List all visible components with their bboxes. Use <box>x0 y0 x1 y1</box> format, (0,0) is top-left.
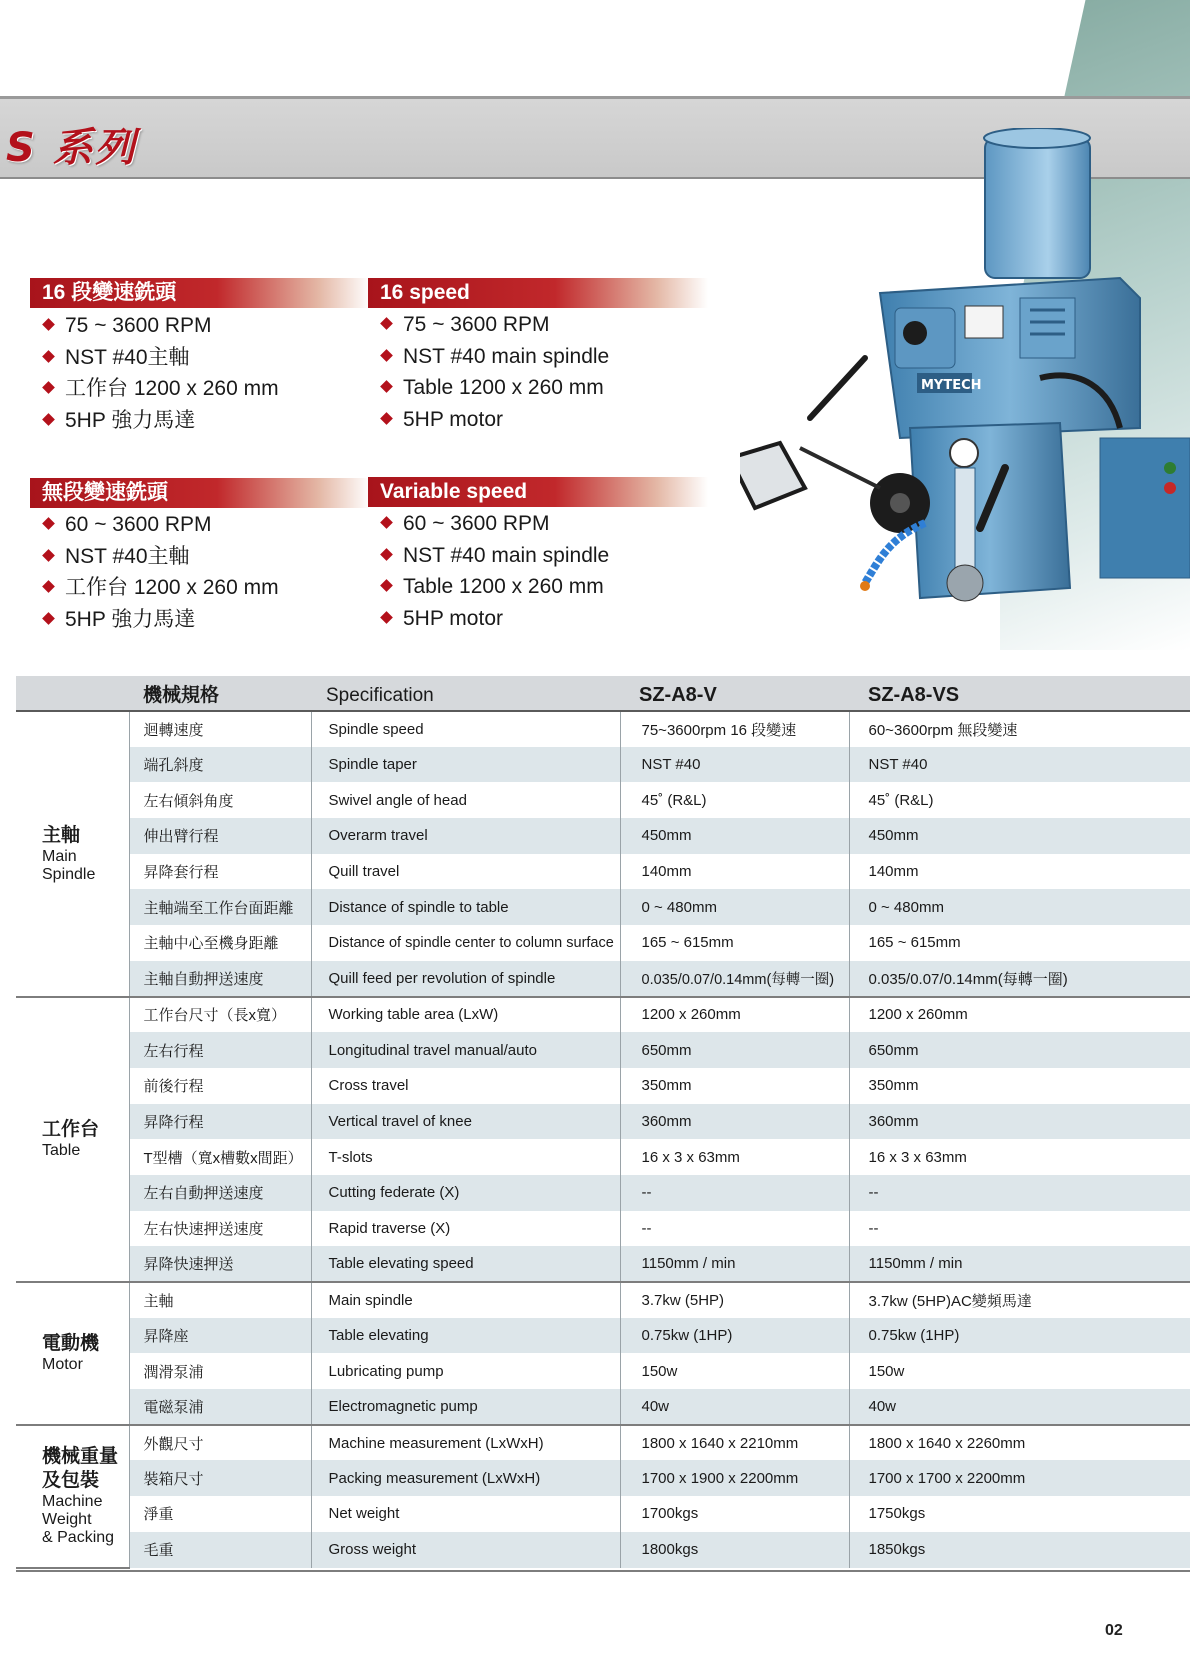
feature-text: 5HP motor <box>403 407 503 431</box>
feature-text: NST #40 main spindle <box>403 344 610 368</box>
spec-cell-cn: 裝箱尺寸 <box>129 1460 311 1496</box>
group-label-en: & Packing <box>42 1529 115 1547</box>
feature-item <box>40 373 279 405</box>
spec-cell-cn: 潤滑泵浦 <box>129 1353 311 1389</box>
diamond-bullet-icon <box>42 319 55 332</box>
spec-cell-model-1: 0 ~ 480mm <box>620 889 849 925</box>
spec-cell-model-2: 16 x 3 x 63mm <box>849 1139 1190 1175</box>
diamond-bullet-icon <box>380 517 393 530</box>
table-row <box>16 711 1190 747</box>
spec-cell-en: Spindle taper <box>311 747 620 783</box>
spec-cell-model-1: 1200 x 260mm <box>620 997 849 1033</box>
table-row <box>16 997 1190 1033</box>
spec-cell-model-2: 140mm <box>849 854 1190 890</box>
series-title: S 系列 <box>6 125 137 171</box>
feature-text: 工作台 1200 x 260 mm <box>65 377 279 400</box>
feature-item <box>40 509 279 541</box>
table-row <box>16 1496 1190 1532</box>
feature-heading-16-speed-en: 16 speed <box>368 278 708 308</box>
feature-text: NST #40 main spindle <box>403 543 610 567</box>
spec-cell-en: Vertical travel of knee <box>311 1104 620 1140</box>
spec-cell-en: Quill feed per revolution of spindle <box>311 961 620 997</box>
diamond-bullet-icon <box>42 612 55 625</box>
group-table <box>16 997 129 1283</box>
feature-item <box>378 341 609 373</box>
group-label-cn: 主軸 <box>42 824 81 846</box>
spec-cell-model-1: 350mm <box>620 1068 849 1104</box>
feature-heading-variable-speed-en: Variable speed <box>368 477 708 507</box>
diamond-bullet-icon <box>42 350 55 363</box>
group-main-spindle <box>16 711 129 997</box>
table-row <box>16 961 1190 997</box>
spec-cell-cn: 昇降快速押送 <box>129 1246 311 1282</box>
spec-cell-en: Lubricating pump <box>311 1353 620 1389</box>
feature-item <box>378 309 609 341</box>
milling-machine-image <box>740 128 1190 628</box>
diamond-bullet-icon <box>380 548 393 561</box>
table-row <box>16 1032 1190 1068</box>
spec-cell-model-1: 150w <box>620 1353 849 1389</box>
table-row <box>16 747 1190 783</box>
spec-cell-model-2: 45˚ (R&L) <box>849 782 1190 818</box>
spec-cell-cn: 左右行程 <box>129 1032 311 1068</box>
feature-item <box>378 508 609 540</box>
spec-cell-model-2: 1700 x 1700 x 2200mm <box>849 1460 1190 1496</box>
spec-cell-model-1: 1700kgs <box>620 1496 849 1532</box>
spec-cell-en: Working table area (LxW) <box>311 997 620 1033</box>
spec-cell-model-2: 3.7kw (5HP)AC變頻馬達 <box>849 1282 1190 1318</box>
spec-cell-en: Machine measurement (LxWxH) <box>311 1425 620 1461</box>
spec-cell-cn: 左右傾斜角度 <box>129 782 311 818</box>
spec-cell-en: Quill travel <box>311 854 620 890</box>
feature-list-16-speed-cn <box>40 310 279 436</box>
spec-cell-en: Packing measurement (LxWxH) <box>311 1460 620 1496</box>
spec-cell-en: Table elevating speed <box>311 1246 620 1282</box>
diamond-bullet-icon <box>380 611 393 624</box>
table-row <box>16 1104 1190 1140</box>
spec-cell-model-1: 45˚ (R&L) <box>620 782 849 818</box>
spec-table-header-row <box>16 676 1190 711</box>
feature-heading-variable-speed-cn: 無段變速銑頭 <box>30 478 370 508</box>
diamond-bullet-icon <box>380 381 393 394</box>
table-row <box>16 889 1190 925</box>
group-label-en: Motor <box>42 1356 83 1374</box>
spec-cell-model-2: 360mm <box>849 1104 1190 1140</box>
spec-cell-model-2: 60~3600rpm 無段變速 <box>849 711 1190 747</box>
spec-cell-model-1: 360mm <box>620 1104 849 1140</box>
feature-text: NST #40主軸 <box>65 544 190 568</box>
spec-cell-cn: 主軸 <box>129 1282 311 1318</box>
spec-cell-model-2: 1150mm / min <box>849 1246 1190 1282</box>
feature-text: NST #40主軸 <box>65 345 190 369</box>
spec-header-model-1: SZ-A8-V <box>620 676 849 711</box>
spec-cell-en: Distance of spindle to table <box>311 889 620 925</box>
spec-cell-model-2: 1200 x 260mm <box>849 997 1190 1033</box>
group-label-en: Main <box>42 847 77 865</box>
feature-text: 60 ~ 3600 RPM <box>65 513 212 536</box>
table-row <box>16 1211 1190 1247</box>
spec-cell-model-2: 40w <box>849 1389 1190 1425</box>
spec-cell-model-1: -- <box>620 1175 849 1211</box>
spec-cell-en: Cross travel <box>311 1068 620 1104</box>
spec-cell-en: Overarm travel <box>311 818 620 854</box>
spec-cell-model-2: -- <box>849 1175 1190 1211</box>
diamond-bullet-icon <box>380 349 393 362</box>
spec-cell-en: Gross weight <box>311 1532 620 1568</box>
spec-cell-model-2: 0 ~ 480mm <box>849 889 1190 925</box>
group-motor <box>16 1282 129 1425</box>
spec-cell-model-1: 1800 x 1640 x 2210mm <box>620 1425 849 1461</box>
feature-text: Table 1200 x 260 mm <box>403 575 604 598</box>
spec-cell-cn: 毛重 <box>129 1532 311 1568</box>
diamond-bullet-icon <box>380 412 393 425</box>
spec-cell-model-1: 450mm <box>620 818 849 854</box>
spec-cell-cn: 昇降套行程 <box>129 854 311 890</box>
table-row <box>16 1282 1190 1318</box>
feature-item <box>40 405 279 437</box>
spec-cell-cn: 端孔斜度 <box>129 747 311 783</box>
page-number: 02 <box>1105 1622 1123 1639</box>
machine-brand-label: MYTECH <box>921 378 982 393</box>
feature-item <box>378 372 609 404</box>
group-label-cn: 工作台 <box>42 1119 100 1141</box>
spec-cell-en: Rapid traverse (X) <box>311 1211 620 1247</box>
spec-cell-model-1: -- <box>620 1211 849 1247</box>
table-bottom-rule <box>16 1570 1190 1572</box>
feature-text: 5HP motor <box>403 606 503 630</box>
spec-cell-cn: 左右自動押送速度 <box>129 1175 311 1211</box>
feature-item <box>40 572 279 604</box>
spec-cell-en: Swivel angle of head <box>311 782 620 818</box>
feature-text: 75 ~ 3600 RPM <box>403 313 550 336</box>
table-row <box>16 1246 1190 1282</box>
table-row <box>16 1139 1190 1175</box>
spec-cell-cn: 電磁泵浦 <box>129 1389 311 1425</box>
spec-cell-model-2: NST #40 <box>849 747 1190 783</box>
spec-cell-en: Longitudinal travel manual/auto <box>311 1032 620 1068</box>
spec-cell-en: Main spindle <box>311 1282 620 1318</box>
table-row <box>16 1389 1190 1425</box>
table-row <box>16 1175 1190 1211</box>
spec-cell-model-2: 1850kgs <box>849 1532 1190 1568</box>
group-label-cn: 及包裝 <box>42 1470 100 1492</box>
diamond-bullet-icon <box>42 581 55 594</box>
feature-list-variable-speed-en <box>378 508 609 634</box>
spec-cell-model-2: 1800 x 1640 x 2260mm <box>849 1425 1190 1461</box>
feature-text: 5HP 強力馬達 <box>65 607 196 631</box>
group-label-en: Weight <box>42 1511 92 1529</box>
spec-cell-model-1: 650mm <box>620 1032 849 1068</box>
table-row <box>16 1425 1190 1461</box>
spec-cell-model-1: 75~3600rpm 16 段變速 <box>620 711 849 747</box>
feature-item <box>378 603 609 635</box>
spec-cell-cn: 前後行程 <box>129 1068 311 1104</box>
spec-header-en: Specification <box>311 676 620 711</box>
spec-cell-cn: 伸出臂行程 <box>129 818 311 854</box>
feature-item <box>378 404 609 436</box>
table-row <box>16 1068 1190 1104</box>
feature-item <box>40 310 279 342</box>
spec-cell-en: Spindle speed <box>311 711 620 747</box>
feature-text: 5HP 強力馬達 <box>65 408 196 432</box>
spec-cell-cn: 主軸端至工作台面距離 <box>129 889 311 925</box>
feature-text: 工作台 1200 x 260 mm <box>65 576 279 599</box>
spec-cell-en: Net weight <box>311 1496 620 1532</box>
diamond-bullet-icon <box>42 549 55 562</box>
spec-cell-cn: 主軸中心至機身距離 <box>129 925 311 961</box>
spec-cell-model-2: -- <box>849 1211 1190 1247</box>
table-row <box>16 818 1190 854</box>
spec-cell-model-2: 1750kgs <box>849 1496 1190 1532</box>
feature-item <box>40 604 279 636</box>
spec-cell-model-1: 40w <box>620 1389 849 1425</box>
diamond-bullet-icon <box>380 318 393 331</box>
spec-header-group <box>16 676 129 711</box>
spec-cell-cn: T型槽（寬x槽數x間距） <box>129 1139 311 1175</box>
spec-cell-model-1: 1700 x 1900 x 2200mm <box>620 1460 849 1496</box>
table-row <box>16 925 1190 961</box>
spec-cell-en: Distance of spindle center to column surface <box>311 925 620 961</box>
feature-item <box>378 540 609 572</box>
spec-cell-cn: 迴轉速度 <box>129 711 311 747</box>
group-label-en: Machine <box>42 1493 103 1511</box>
feature-text: 60 ~ 3600 RPM <box>403 512 550 535</box>
diamond-bullet-icon <box>42 518 55 531</box>
spec-cell-model-1: 16 x 3 x 63mm <box>620 1139 849 1175</box>
table-row <box>16 1532 1190 1568</box>
spec-cell-en: T-slots <box>311 1139 620 1175</box>
feature-text: Table 1200 x 260 mm <box>403 376 604 399</box>
spec-cell-model-2: 150w <box>849 1353 1190 1389</box>
table-row <box>16 1353 1190 1389</box>
group-label-en: Spindle <box>42 865 96 883</box>
feature-list-16-speed-en <box>378 309 609 435</box>
spec-cell-model-2: 650mm <box>849 1032 1190 1068</box>
spec-cell-model-2: 450mm <box>849 818 1190 854</box>
spec-cell-cn: 外觀尺寸 <box>129 1425 311 1461</box>
spec-table <box>16 676 1190 1569</box>
feature-text: 75 ~ 3600 RPM <box>65 314 212 337</box>
spec-cell-model-1: 0.75kw (1HP) <box>620 1318 849 1354</box>
spec-cell-model-2: 165 ~ 615mm <box>849 925 1190 961</box>
diamond-bullet-icon <box>42 382 55 395</box>
group-weight-packing <box>16 1425 129 1568</box>
spec-cell-cn: 昇降行程 <box>129 1104 311 1140</box>
spec-header-model-2: SZ-A8-VS <box>849 676 1190 711</box>
table-row <box>16 782 1190 818</box>
feature-item <box>40 541 279 573</box>
spec-cell-model-1: 1150mm / min <box>620 1246 849 1282</box>
feature-list-variable-speed-cn <box>40 509 279 635</box>
group-label-en: Table <box>42 1142 81 1160</box>
feature-item <box>378 571 609 603</box>
spec-cell-cn: 左右快速押送速度 <box>129 1211 311 1247</box>
spec-cell-model-1: 0.035/0.07/0.14mm(每轉一圈) <box>620 961 849 997</box>
spec-cell-cn: 工作台尺寸（長x寬） <box>129 997 311 1033</box>
feature-item <box>40 342 279 374</box>
spec-cell-en: Electromagnetic pump <box>311 1389 620 1425</box>
spec-cell-model-1: NST #40 <box>620 747 849 783</box>
spec-cell-cn: 主軸自動押送速度 <box>129 961 311 997</box>
spec-cell-en: Cutting federate (X) <box>311 1175 620 1211</box>
spec-cell-model-1: 1800kgs <box>620 1532 849 1568</box>
diamond-bullet-icon <box>380 580 393 593</box>
spec-cell-model-2: 0.035/0.07/0.14mm(每轉一圈) <box>849 961 1190 997</box>
spec-cell-model-1: 140mm <box>620 854 849 890</box>
spec-cell-model-1: 165 ~ 615mm <box>620 925 849 961</box>
spec-cell-model-2: 350mm <box>849 1068 1190 1104</box>
table-row <box>16 1318 1190 1354</box>
spec-cell-cn: 淨重 <box>129 1496 311 1532</box>
spec-cell-cn: 昇降座 <box>129 1318 311 1354</box>
table-row <box>16 854 1190 890</box>
spec-cell-model-2: 0.75kw (1HP) <box>849 1318 1190 1354</box>
feature-heading-16-speed-cn: 16 段變速銑頭 <box>30 278 370 308</box>
spec-cell-en: Table elevating <box>311 1318 620 1354</box>
group-label-cn: 電動機 <box>42 1333 100 1355</box>
spec-cell-model-1: 3.7kw (5HP) <box>620 1282 849 1318</box>
diamond-bullet-icon <box>42 413 55 426</box>
spec-header-cn: 機械規格 <box>129 676 311 711</box>
table-row <box>16 1460 1190 1496</box>
group-label-cn: 機械重量 <box>42 1446 119 1468</box>
